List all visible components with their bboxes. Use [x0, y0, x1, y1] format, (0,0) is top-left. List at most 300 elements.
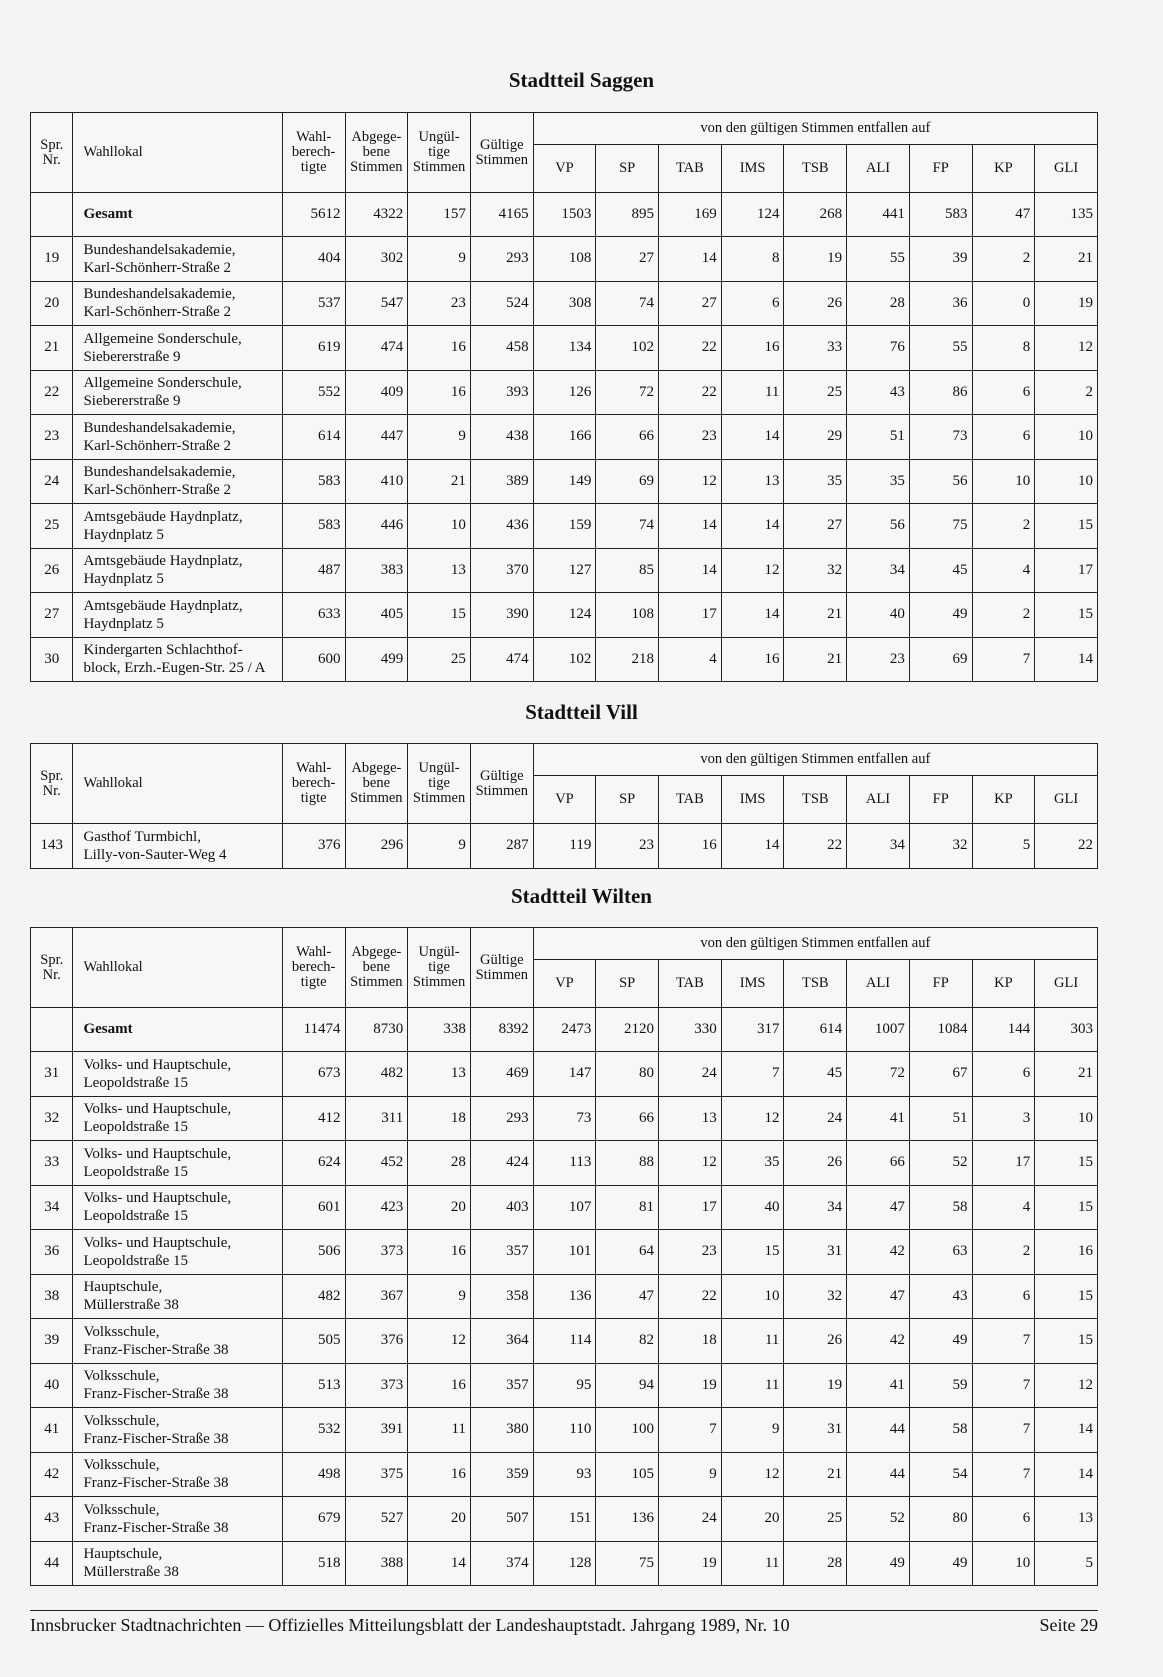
header-text-line: Spr. — [40, 136, 64, 153]
header-text-line: Stimmen — [412, 790, 466, 806]
value-cell: 18 — [408, 1096, 471, 1141]
value-cell: 74 — [596, 281, 659, 326]
value-cell: 10 — [972, 1541, 1035, 1586]
value-cell: 389 — [470, 459, 533, 504]
value-cell: 34 — [847, 548, 910, 593]
value-cell: 14 — [721, 415, 784, 460]
value-cell: 12 — [721, 1096, 784, 1141]
value-cell: 405 — [345, 593, 408, 638]
value-cell: 40 — [847, 593, 910, 638]
wahllokal-line: Volksschule, — [83, 1501, 160, 1518]
header-text-line: Abgege- — [351, 944, 402, 960]
value-cell: 4 — [972, 1185, 1035, 1230]
header-ungueltige-stimmen — [408, 744, 471, 824]
value-cell: 3 — [972, 1096, 1035, 1141]
total-value-cell: 2120 — [596, 1008, 659, 1052]
value-cell: 527 — [345, 1497, 408, 1542]
sprengel-nr-cell: 20 — [31, 281, 73, 326]
value-cell: 601 — [282, 1185, 345, 1230]
table-row — [31, 504, 1098, 549]
value-cell: 15 — [408, 593, 471, 638]
value-cell: 16 — [408, 1363, 471, 1408]
total-value-cell: 268 — [784, 193, 847, 237]
header-text-line: berech- — [291, 144, 336, 160]
header-text-line: Ungül- — [418, 129, 460, 145]
value-cell: 21 — [1035, 1052, 1098, 1097]
value-cell: 374 — [470, 1541, 533, 1586]
header-text-line: Stimmen — [475, 151, 528, 168]
sprengel-nr-cell: 34 — [31, 1185, 73, 1230]
value-cell: 16 — [721, 637, 784, 682]
table-row — [31, 1319, 1098, 1364]
value-cell: 13 — [659, 1096, 722, 1141]
value-cell: 15 — [1035, 593, 1098, 638]
value-cell: 359 — [470, 1452, 533, 1497]
value-cell: 82 — [596, 1319, 659, 1364]
table-row — [31, 548, 1098, 593]
total-value-cell: 4165 — [470, 193, 533, 237]
value-cell: 367 — [345, 1274, 408, 1319]
wahllokal-line: Allgemeine Sonderschule, — [83, 330, 242, 347]
value-cell: 159 — [533, 504, 596, 549]
total-value-cell: 169 — [659, 193, 722, 237]
party-header-ali: ALI — [847, 776, 910, 824]
value-cell: 16 — [408, 1452, 471, 1497]
total-value-cell: 317 — [721, 1008, 784, 1052]
value-cell: 14 — [721, 504, 784, 549]
wahllokal-cell — [73, 370, 282, 415]
value-cell: 66 — [847, 1141, 910, 1186]
value-cell: 44 — [847, 1452, 910, 1497]
party-header-tsb: TSB — [784, 960, 847, 1008]
wahllokal-line: Haydnplatz 5 — [83, 526, 164, 543]
value-cell: 67 — [909, 1052, 972, 1097]
value-cell: 583 — [282, 504, 345, 549]
value-cell: 35 — [784, 459, 847, 504]
value-cell: 15 — [1035, 1319, 1098, 1364]
value-cell: 34 — [847, 824, 910, 869]
party-header-ali: ALI — [847, 960, 910, 1008]
value-cell: 499 — [345, 637, 408, 682]
wahllokal-cell — [73, 415, 282, 460]
header-abgegebene-stimmen — [345, 744, 408, 824]
value-cell: 94 — [596, 1363, 659, 1408]
party-header-vp: VP — [533, 960, 596, 1008]
value-cell: 81 — [596, 1185, 659, 1230]
value-cell: 134 — [533, 326, 596, 371]
header-text-line: Nr. — [42, 151, 61, 168]
value-cell: 436 — [470, 504, 533, 549]
wahllokal-line: Bundeshandelsakademie, — [83, 464, 236, 481]
value-cell: 24 — [659, 1497, 722, 1542]
value-cell: 13 — [721, 459, 784, 504]
value-cell: 95 — [533, 1363, 596, 1408]
sprengel-nr-cell: 21 — [31, 326, 73, 371]
value-cell: 58 — [909, 1408, 972, 1453]
value-cell: 80 — [596, 1052, 659, 1097]
value-cell: 19 — [784, 1363, 847, 1408]
value-cell: 72 — [596, 370, 659, 415]
value-cell: 32 — [784, 548, 847, 593]
header-text-line: Gültige — [480, 951, 524, 968]
value-cell: 12 — [408, 1319, 471, 1364]
table-row — [31, 281, 1098, 326]
wahllokal-cell — [73, 1363, 282, 1408]
value-cell: 12 — [659, 1141, 722, 1186]
table-row — [31, 415, 1098, 460]
value-cell: 136 — [596, 1497, 659, 1542]
header-text-line: Stimmen — [475, 966, 528, 983]
wahllokal-line: Kindergarten Schlachthof- — [83, 642, 243, 659]
header-wahlberechtigte — [282, 744, 345, 824]
value-cell: 6 — [972, 1052, 1035, 1097]
value-cell: 41 — [847, 1363, 910, 1408]
value-cell: 23 — [659, 1230, 722, 1275]
value-cell: 17 — [1035, 548, 1098, 593]
total-value-cell: 157 — [408, 193, 471, 237]
table-row — [31, 1452, 1098, 1497]
value-cell: 55 — [909, 326, 972, 371]
value-cell: 21 — [784, 593, 847, 638]
header-abgegebene-stimmen — [345, 113, 408, 193]
value-cell: 16 — [408, 1230, 471, 1275]
value-cell: 93 — [533, 1452, 596, 1497]
total-value-cell: 338 — [408, 1008, 471, 1052]
footer-divider — [30, 1610, 1098, 1611]
sprengel-nr-cell: 31 — [31, 1052, 73, 1097]
value-cell: 18 — [659, 1319, 722, 1364]
value-cell: 390 — [470, 593, 533, 638]
value-cell: 31 — [784, 1408, 847, 1453]
value-cell: 33 — [784, 326, 847, 371]
header-text-line: Wahl- — [296, 129, 332, 145]
value-cell: 380 — [470, 1408, 533, 1453]
value-cell: 56 — [847, 504, 910, 549]
value-cell: 673 — [282, 1052, 345, 1097]
party-header-tsb: TSB — [784, 776, 847, 824]
header-text-line: Stimmen — [350, 974, 403, 990]
wahllokal-cell — [73, 281, 282, 326]
value-cell: 11 — [721, 1541, 784, 1586]
value-cell: 14 — [659, 237, 722, 282]
value-cell: 86 — [909, 370, 972, 415]
value-cell: 15 — [1035, 1141, 1098, 1186]
header-spr-nr — [31, 928, 73, 1008]
value-cell: 14 — [1035, 637, 1098, 682]
table-row — [31, 370, 1098, 415]
value-cell: 100 — [596, 1408, 659, 1453]
value-cell: 513 — [282, 1363, 345, 1408]
value-cell: 9 — [408, 1274, 471, 1319]
value-cell: 388 — [345, 1541, 408, 1586]
results-table-wilten — [30, 927, 1098, 1586]
value-cell: 24 — [659, 1052, 722, 1097]
value-cell: 44 — [847, 1408, 910, 1453]
total-value-cell: 1503 — [533, 193, 596, 237]
party-header-kp: KP — [972, 960, 1035, 1008]
value-cell: 21 — [408, 459, 471, 504]
value-cell: 13 — [408, 548, 471, 593]
value-cell: 293 — [470, 237, 533, 282]
value-cell: 14 — [721, 824, 784, 869]
value-cell: 498 — [282, 1452, 345, 1497]
total-nr-cell — [31, 193, 73, 237]
value-cell: 27 — [784, 504, 847, 549]
party-header-fp: FP — [909, 776, 972, 824]
wahllokal-line: Franz-Fischer-Straße 38 — [83, 1519, 229, 1536]
sprengel-nr-cell: 38 — [31, 1274, 73, 1319]
total-value-cell: 2473 — [533, 1008, 596, 1052]
party-header-tab: TAB — [659, 145, 722, 193]
value-cell: 403 — [470, 1185, 533, 1230]
wahllokal-line: Volksschule, — [83, 1323, 160, 1340]
sprengel-nr-cell: 30 — [31, 637, 73, 682]
value-cell: 56 — [909, 459, 972, 504]
value-cell: 2 — [972, 504, 1035, 549]
value-cell: 66 — [596, 1096, 659, 1141]
value-cell: 49 — [909, 1541, 972, 1586]
results-table-saggen — [30, 112, 1098, 682]
wahllokal-line: Volksschule, — [83, 1412, 160, 1429]
party-header-ali: ALI — [847, 145, 910, 193]
value-cell: 31 — [784, 1230, 847, 1275]
header-text-line: Stimmen — [412, 159, 466, 175]
wahllokal-line: Hauptschule, — [83, 1279, 163, 1296]
party-header-kp: KP — [972, 145, 1035, 193]
sprengel-nr-cell: 42 — [31, 1452, 73, 1497]
header-text-line: Stimmen — [475, 782, 528, 799]
sprengel-nr-cell: 23 — [31, 415, 73, 460]
wahllokal-line: Lilly-von-Sauter-Weg 4 — [83, 846, 227, 863]
header-text-line: Nr. — [42, 782, 61, 799]
header-entfallen: von den gültigen Stimmen entfallen auf — [533, 744, 1097, 776]
value-cell: 19 — [1035, 281, 1098, 326]
value-cell: 124 — [533, 593, 596, 638]
value-cell: 21 — [1035, 237, 1098, 282]
value-cell: 52 — [909, 1141, 972, 1186]
wahllokal-line: Volksschule, — [83, 1368, 160, 1385]
header-ungueltige-stimmen — [408, 113, 471, 193]
value-cell: 11 — [721, 1319, 784, 1364]
value-cell: 45 — [784, 1052, 847, 1097]
value-cell: 507 — [470, 1497, 533, 1542]
header-spr-nr — [31, 744, 73, 824]
value-cell: 42 — [847, 1230, 910, 1275]
value-cell: 23 — [659, 415, 722, 460]
value-cell: 6 — [721, 281, 784, 326]
header-text-line: Ungül- — [418, 944, 460, 960]
value-cell: 23 — [596, 824, 659, 869]
value-cell: 293 — [470, 1096, 533, 1141]
party-header-gli: GLI — [1035, 145, 1098, 193]
party-header-kp: KP — [972, 776, 1035, 824]
value-cell: 64 — [596, 1230, 659, 1275]
wahllokal-line: Siebererstraße 9 — [83, 348, 181, 365]
value-cell: 75 — [909, 504, 972, 549]
value-cell: 452 — [345, 1141, 408, 1186]
total-value-cell: 303 — [1035, 1008, 1098, 1052]
table-row — [31, 459, 1098, 504]
wahllokal-line: Amtsgebäude Haydnplatz, — [83, 597, 243, 614]
total-value-cell: 5612 — [282, 193, 345, 237]
value-cell: 487 — [282, 548, 345, 593]
value-cell: 19 — [784, 237, 847, 282]
value-cell: 51 — [909, 1096, 972, 1141]
sprengel-nr-cell: 36 — [31, 1230, 73, 1275]
value-cell: 128 — [533, 1541, 596, 1586]
party-header-ims: IMS — [721, 960, 784, 1008]
value-cell: 600 — [282, 637, 345, 682]
header-gueltige-stimmen — [470, 744, 533, 824]
header-entfallen: von den gültigen Stimmen entfallen auf — [533, 113, 1097, 145]
sprengel-nr-cell: 22 — [31, 370, 73, 415]
value-cell: 21 — [784, 637, 847, 682]
value-cell: 74 — [596, 504, 659, 549]
value-cell: 101 — [533, 1230, 596, 1275]
party-header-gli: GLI — [1035, 776, 1098, 824]
section-title-wilten: Stadtteil Wilten — [511, 884, 652, 908]
value-cell: 108 — [533, 237, 596, 282]
value-cell: 532 — [282, 1408, 345, 1453]
value-cell: 13 — [1035, 1497, 1098, 1542]
value-cell: 8 — [972, 326, 1035, 371]
header-wahllokal: Wahllokal — [73, 744, 282, 824]
value-cell: 409 — [345, 370, 408, 415]
sprengel-nr-cell: 27 — [31, 593, 73, 638]
value-cell: 619 — [282, 326, 345, 371]
header-text-line: berech- — [291, 959, 336, 975]
value-cell: 373 — [345, 1230, 408, 1275]
value-cell: 474 — [470, 637, 533, 682]
value-cell: 20 — [408, 1497, 471, 1542]
value-cell: 12 — [721, 548, 784, 593]
total-label: Gesamt — [73, 193, 282, 237]
wahllokal-cell — [73, 237, 282, 282]
value-cell: 102 — [596, 326, 659, 371]
value-cell: 383 — [345, 548, 408, 593]
table-row — [31, 326, 1098, 371]
value-cell: 26 — [784, 1141, 847, 1186]
total-value-cell: 135 — [1035, 193, 1098, 237]
value-cell: 22 — [1035, 824, 1098, 869]
wahllokal-line: Volksschule, — [83, 1457, 160, 1474]
value-cell: 24 — [784, 1096, 847, 1141]
party-header-fp: FP — [909, 960, 972, 1008]
header-text-line: Stimmen — [350, 159, 403, 175]
value-cell: 10 — [1035, 459, 1098, 504]
value-cell: 13 — [408, 1052, 471, 1097]
value-cell: 2 — [972, 1230, 1035, 1275]
party-header-vp: VP — [533, 145, 596, 193]
section-title-vill: Stadtteil Vill — [525, 700, 638, 724]
total-value-cell: 330 — [659, 1008, 722, 1052]
party-header-gli: GLI — [1035, 960, 1098, 1008]
value-cell: 11 — [721, 1363, 784, 1408]
wahllokal-cell — [73, 637, 282, 682]
header-text-line: Wahl- — [296, 944, 332, 960]
wahllokal-line: Allgemeine Sonderschule, — [83, 375, 242, 392]
value-cell: 373 — [345, 1363, 408, 1408]
value-cell: 32 — [909, 824, 972, 869]
value-cell: 12 — [659, 459, 722, 504]
value-cell: 63 — [909, 1230, 972, 1275]
value-cell: 73 — [533, 1096, 596, 1141]
value-cell: 16 — [408, 326, 471, 371]
wahllokal-cell — [73, 1497, 282, 1542]
header-text-line: tige — [428, 775, 450, 791]
value-cell: 119 — [533, 824, 596, 869]
value-cell: 357 — [470, 1230, 533, 1275]
value-cell: 127 — [533, 548, 596, 593]
value-cell: 679 — [282, 1497, 345, 1542]
value-cell: 47 — [847, 1274, 910, 1319]
total-value-cell: 8392 — [470, 1008, 533, 1052]
total-value-cell: 441 — [847, 193, 910, 237]
value-cell: 20 — [408, 1185, 471, 1230]
value-cell: 2 — [972, 593, 1035, 638]
value-cell: 469 — [470, 1052, 533, 1097]
value-cell: 2 — [1035, 370, 1098, 415]
value-cell: 10 — [972, 459, 1035, 504]
value-cell: 376 — [345, 1319, 408, 1364]
value-cell: 52 — [847, 1497, 910, 1542]
table-row — [31, 1096, 1098, 1141]
value-cell: 16 — [408, 370, 471, 415]
header-text-line: berech- — [291, 775, 336, 791]
total-value-cell: 895 — [596, 193, 659, 237]
value-cell: 7 — [721, 1052, 784, 1097]
value-cell: 54 — [909, 1452, 972, 1497]
total-label: Gesamt — [73, 1008, 282, 1052]
value-cell: 25 — [784, 370, 847, 415]
party-header-sp: SP — [596, 145, 659, 193]
value-cell: 624 — [282, 1141, 345, 1186]
sprengel-nr-cell: 40 — [31, 1363, 73, 1408]
value-cell: 23 — [408, 281, 471, 326]
header-text-line: tige — [428, 959, 450, 975]
value-cell: 7 — [659, 1408, 722, 1453]
table-row — [31, 237, 1098, 282]
value-cell: 412 — [282, 1096, 345, 1141]
header-text-line: Ungül- — [418, 760, 460, 776]
value-cell: 391 — [345, 1408, 408, 1453]
value-cell: 76 — [847, 326, 910, 371]
section-title-saggen: Stadtteil Saggen — [508, 68, 655, 92]
total-nr-cell — [31, 1008, 73, 1052]
value-cell: 633 — [282, 593, 345, 638]
wahllokal-cell — [73, 1408, 282, 1453]
header-text-line: Gültige — [480, 136, 524, 153]
value-cell: 36 — [909, 281, 972, 326]
header-text-line: Gültige — [480, 767, 524, 784]
value-cell: 7 — [972, 1363, 1035, 1408]
wahllokal-line: Leopoldstraße 15 — [83, 1119, 189, 1136]
wahllokal-cell — [73, 548, 282, 593]
value-cell: 583 — [282, 459, 345, 504]
header-wahllokal: Wahllokal — [73, 928, 282, 1008]
value-cell: 9 — [408, 415, 471, 460]
value-cell: 524 — [470, 281, 533, 326]
header-text-line: bene — [362, 959, 391, 975]
wahllokal-line: Volks- und Hauptschule, — [83, 1056, 232, 1073]
value-cell: 12 — [721, 1452, 784, 1497]
table-row — [31, 1497, 1098, 1542]
party-header-ims: IMS — [721, 145, 784, 193]
table-row — [31, 1363, 1098, 1408]
value-cell: 506 — [282, 1230, 345, 1275]
value-cell: 296 — [345, 824, 408, 869]
party-header-vp: VP — [533, 776, 596, 824]
